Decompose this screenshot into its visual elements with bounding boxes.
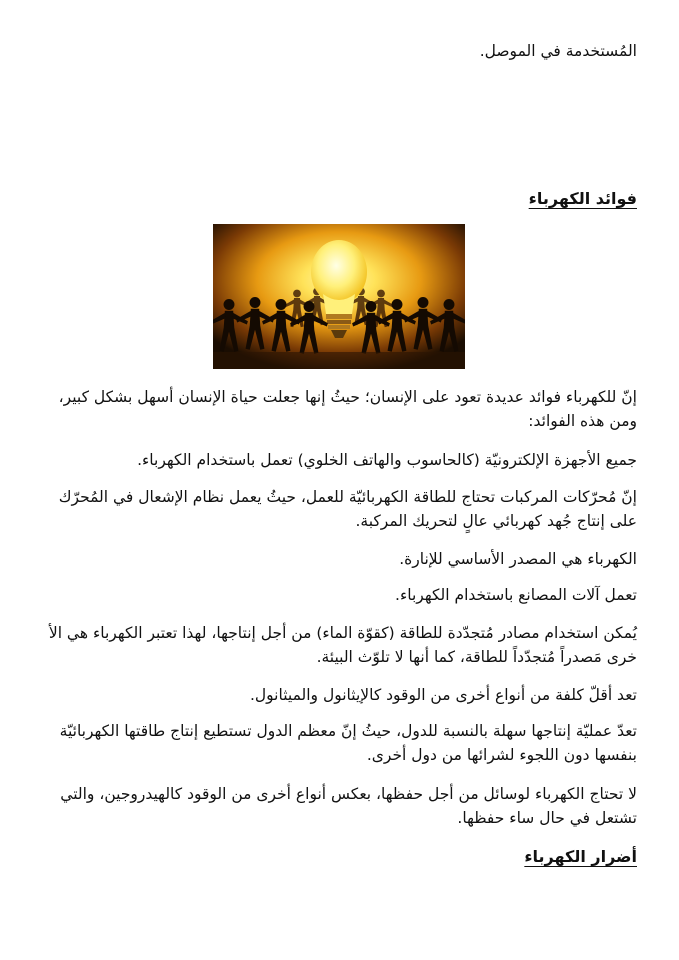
paragraph-intro-line-1: إنّ للكهرباء فوائد عديدة تعود على الإنسان؛ حيثُ إنها جعلت حياة الإنسان أسهل بشكل كبير،	[58, 388, 637, 406]
paragraph-storage-line-2: تشتعل في حال ساء حفظها.	[457, 809, 637, 827]
paragraph-storage-line-1: لا تحتاج الكهرباء لوسائل من أجل حفظها، بعكس أنواع أخرى من الوقود كالهيدروجين، والتي	[60, 785, 637, 803]
paragraph-production-line-2: بنفسها دون اللجوء لشرائها من دول أخرى.	[366, 746, 637, 764]
paragraph-renewable-line-2: خرى مَصدراً مُتجدّداً للطاقة، كما أنها لا تلوّث البيئة.	[316, 648, 637, 666]
paragraph-intro-line-2: ومن هذه الفوائد:	[528, 412, 637, 430]
intro-tail-line: المُستخدمة في الموصل.	[479, 42, 637, 60]
paragraph-engines-line-1: إنّ مُحرّكات المركبات تحتاج للطاقة الكهربائيّة للعمل، حيثُ يعمل نظام الإشعال في المُحرّك	[58, 488, 637, 506]
paragraph-production-line-1: تعدّ عمليّة إنتاجها سهلة بالنسبة للدول، حيثُ إنّ معظم الدول تستطيع إنتاج طاقتها الكهربائيّة	[59, 722, 637, 740]
paragraph-lighting: الكهرباء هي المصدر الأساسي للإنارة.	[399, 550, 637, 568]
paragraph-electronics: جميع الأجهزة الإلكترونيّة (كالحاسوب والهاتف الخلوي) تعمل باستخدام الكهرباء.	[137, 451, 637, 469]
paragraph-cost: تعد أقلّ كلفة من أنواع أخرى من الوقود كالإيثانول والميثانول.	[249, 686, 637, 704]
paragraph-renewable-line-1: يُمكن استخدام مصادر مُتجدّدة للطاقة (كقوّة الماء) من أجل إنتاجها، لهذا تعتبر الكهرباء هي الأ	[48, 624, 637, 642]
harms-heading: أضرار الكهرباء	[524, 847, 637, 866]
lightbulb-people-image	[213, 224, 465, 369]
paragraph-factories: تعمل آلات المصانع باستخدام الكهرباء.	[395, 586, 637, 604]
benefits-heading: فوائد الكهرباء	[528, 189, 637, 208]
paragraph-engines-line-2: على إنتاج جُهد كهربائي عالٍ لتحريك المركبة.	[355, 512, 637, 530]
lightbulb-people-icon	[213, 224, 465, 369]
